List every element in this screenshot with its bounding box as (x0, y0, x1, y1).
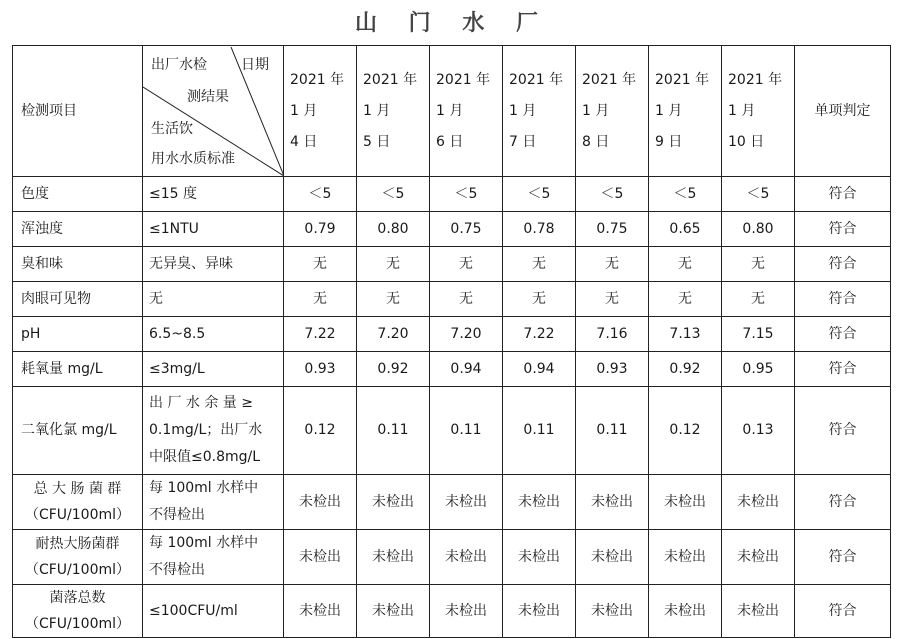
value-cell: 未检出 (284, 585, 357, 638)
standard-cell: 无 (143, 282, 284, 317)
verdict-cell: 符合 (795, 585, 891, 638)
value-cell: 0.93 (284, 352, 357, 387)
date-day: 9 日 (655, 133, 683, 150)
table-row (13, 475, 891, 530)
standard-line: 0.1mg/L；出厂水 (149, 422, 263, 438)
date-month: 1 月 (290, 102, 318, 119)
item-line: 总 大 肠 菌 群 (33, 481, 122, 497)
standard-line: 不得检出 (149, 507, 205, 523)
value-cell: 0.11 (503, 387, 576, 475)
date-year: 2021 年 (509, 71, 564, 88)
value-cell: 0.80 (357, 212, 430, 247)
value-cell: 无 (503, 247, 576, 282)
value-cell: 未检出 (649, 585, 722, 638)
value-cell: 7.22 (503, 317, 576, 352)
value-cell: 无 (430, 247, 503, 282)
value-cell: 未检出 (576, 585, 649, 638)
value-cell: 0.11 (576, 387, 649, 475)
item-cell: 耗氧量 mg/L (13, 352, 143, 387)
value-cell: 无 (722, 247, 795, 282)
standard-line: 每 100ml 水样中 (149, 535, 259, 551)
value-cell: 7.13 (649, 317, 722, 352)
value-cell: ＜5 (649, 177, 722, 212)
item-cell: 浑浊度 (13, 212, 143, 247)
header-item-label: 检测项目 (13, 46, 143, 177)
item-line: （CFU/100ml） (24, 507, 131, 523)
item-cell: 臭和味 (13, 247, 143, 282)
standard-line: 中限值≤0.8mg/L (149, 449, 261, 465)
value-cell: 0.92 (357, 352, 430, 387)
date-day: 5 日 (363, 133, 391, 150)
value-cell: 0.13 (722, 387, 795, 475)
value-cell: 未检出 (576, 530, 649, 585)
diag-top-b: 日期 (241, 56, 269, 73)
value-cell: 未检出 (503, 585, 576, 638)
value-cell: 无 (576, 282, 649, 317)
value-cell: 无 (284, 247, 357, 282)
verdict-cell: 符合 (795, 212, 891, 247)
value-cell: 0.95 (722, 352, 795, 387)
value-cell: 未检出 (284, 530, 357, 585)
value-cell: 0.75 (576, 212, 649, 247)
date-month: 1 月 (363, 102, 391, 119)
table-row (13, 247, 891, 282)
value-cell: 未检出 (649, 530, 722, 585)
page-title: 山 门 水 厂 (355, 11, 550, 36)
verdict-cell: 符合 (795, 387, 891, 475)
header-row (13, 46, 891, 177)
value-cell: ＜5 (357, 177, 430, 212)
table-row (13, 177, 891, 212)
item-line: （CFU/100ml） (24, 562, 131, 578)
date-year: 2021 年 (363, 71, 418, 88)
table-row (13, 530, 891, 585)
date-month: 1 月 (655, 102, 683, 119)
table-row (13, 352, 891, 387)
table-row (13, 212, 891, 247)
date-day: 4 日 (290, 133, 318, 150)
diag-std-b: 用水水质标准 (151, 150, 235, 167)
header-diagonal-cell (143, 46, 284, 177)
table-row (13, 282, 891, 317)
value-cell: 无 (357, 282, 430, 317)
value-cell: 未检出 (649, 475, 722, 530)
date-month: 1 月 (582, 102, 610, 119)
standard-cell: 无异臭、异味 (143, 247, 284, 282)
verdict-cell: 符合 (795, 530, 891, 585)
value-cell: 7.16 (576, 317, 649, 352)
verdict-cell: 符合 (795, 352, 891, 387)
value-cell: 未检出 (357, 530, 430, 585)
value-cell: 7.20 (430, 317, 503, 352)
value-cell: 0.94 (430, 352, 503, 387)
date-month: 1 月 (728, 102, 756, 119)
verdict-cell: 符合 (795, 475, 891, 530)
value-cell: ＜5 (430, 177, 503, 212)
date-day: 8 日 (582, 133, 610, 150)
date-day: 7 日 (509, 133, 537, 150)
verdict-cell: 符合 (795, 247, 891, 282)
value-cell: 无 (357, 247, 430, 282)
value-cell: 0.93 (576, 352, 649, 387)
standard-cell: ≤1NTU (143, 212, 284, 247)
item-line: 菌落总数 (49, 590, 106, 606)
value-cell: 0.79 (284, 212, 357, 247)
diag-top-a: 出厂水检 (151, 56, 207, 73)
standard-cell: ≤3mg/L (143, 352, 284, 387)
date-year: 2021 年 (728, 71, 783, 88)
value-cell: 未检出 (357, 475, 430, 530)
date-col-6 (649, 46, 722, 177)
value-cell: 未检出 (430, 530, 503, 585)
verdict-cell: 符合 (795, 317, 891, 352)
value-cell: 无 (576, 247, 649, 282)
table-row (13, 585, 891, 638)
item-cell: 二氧化氯 mg/L (13, 387, 143, 475)
date-month: 1 月 (436, 102, 464, 119)
value-cell: 未检出 (576, 475, 649, 530)
standard-cell (143, 387, 284, 475)
standard-cell: 6.5~8.5 (143, 317, 284, 352)
value-cell: 0.12 (649, 387, 722, 475)
value-cell: 无 (722, 282, 795, 317)
standard-cell (143, 475, 284, 530)
value-cell: 无 (503, 282, 576, 317)
value-cell: 无 (649, 247, 722, 282)
value-cell: 未检出 (503, 530, 576, 585)
date-year: 2021 年 (582, 71, 637, 88)
value-cell: 未检出 (503, 475, 576, 530)
item-cell (13, 475, 143, 530)
item-line: （CFU/100ml） (24, 616, 131, 632)
value-cell: 7.15 (722, 317, 795, 352)
value-cell: 0.65 (649, 212, 722, 247)
value-cell: 无 (284, 282, 357, 317)
value-cell: 0.75 (430, 212, 503, 247)
value-cell: 未检出 (722, 475, 795, 530)
value-cell: 0.78 (503, 212, 576, 247)
diag-mid: 测结果 (187, 88, 229, 105)
date-col-2 (357, 46, 430, 177)
value-cell: 无 (649, 282, 722, 317)
value-cell: 未检出 (284, 475, 357, 530)
value-cell: ＜5 (722, 177, 795, 212)
standard-line: 出 厂 水 余 量 ≥ (149, 395, 253, 411)
date-col-5 (576, 46, 649, 177)
value-cell: 0.94 (503, 352, 576, 387)
value-cell: 0.92 (649, 352, 722, 387)
value-cell: 7.20 (357, 317, 430, 352)
diag-std-a: 生活饮 (151, 120, 193, 137)
date-col-7 (722, 46, 795, 177)
date-day: 10 日 (728, 133, 765, 150)
value-cell: ＜5 (503, 177, 576, 212)
item-line: 耐热大肠菌群 (35, 536, 120, 552)
date-year: 2021 年 (436, 71, 491, 88)
value-cell: 0.11 (430, 387, 503, 475)
item-cell (13, 585, 143, 638)
standard-cell (143, 530, 284, 585)
standard-line: 不得检出 (149, 562, 205, 578)
standard-line: 每 100ml 水样中 (149, 480, 259, 496)
date-col-4 (503, 46, 576, 177)
value-cell: 无 (430, 282, 503, 317)
date-day: 6 日 (436, 133, 464, 150)
date-col-1 (284, 46, 357, 177)
table-row (13, 387, 891, 475)
standard-cell: ≤100CFU/ml (143, 585, 284, 638)
date-month: 1 月 (509, 102, 537, 119)
value-cell: 未检出 (722, 530, 795, 585)
value-cell: ＜5 (284, 177, 357, 212)
date-year: 2021 年 (290, 71, 345, 88)
table-row (13, 317, 891, 352)
item-cell: pH (13, 317, 143, 352)
date-year: 2021 年 (655, 71, 710, 88)
verdict-cell: 符合 (795, 177, 891, 212)
water-quality-table (12, 45, 891, 638)
standard-cell: ≤15 度 (143, 177, 284, 212)
value-cell: 未检出 (430, 475, 503, 530)
value-cell: 0.12 (284, 387, 357, 475)
item-cell: 肉眼可见物 (13, 282, 143, 317)
verdict-cell: 符合 (795, 282, 891, 317)
item-cell (13, 530, 143, 585)
value-cell: 0.80 (722, 212, 795, 247)
value-cell: 0.11 (357, 387, 430, 475)
item-cell: 色度 (13, 177, 143, 212)
header-verdict-label: 单项判定 (795, 46, 891, 177)
value-cell: ＜5 (576, 177, 649, 212)
value-cell: 未检出 (357, 585, 430, 638)
date-col-3 (430, 46, 503, 177)
value-cell: 7.22 (284, 317, 357, 352)
value-cell: 未检出 (722, 585, 795, 638)
value-cell: 未检出 (430, 585, 503, 638)
